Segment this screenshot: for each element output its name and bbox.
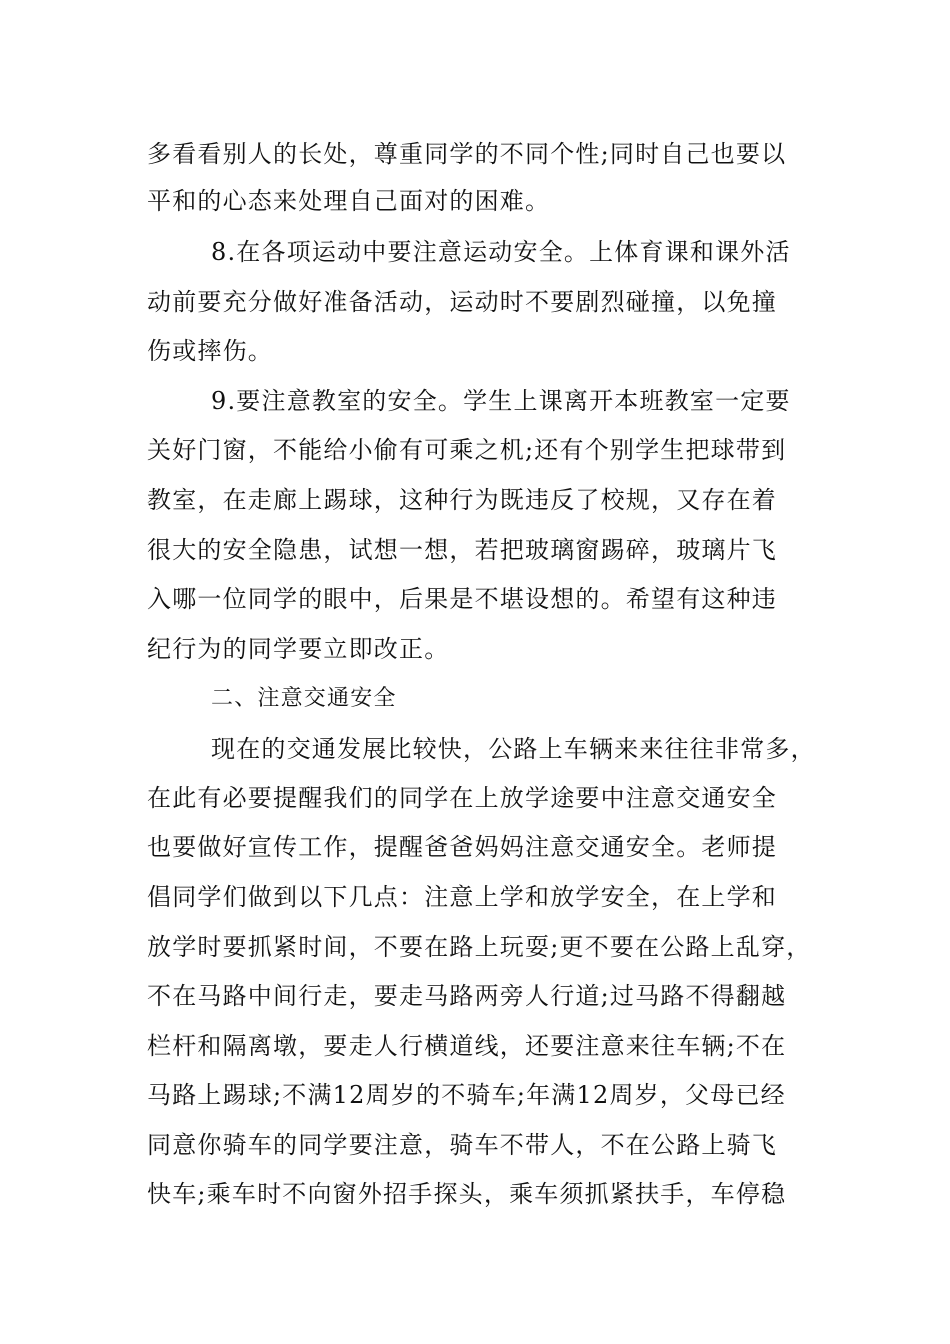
text-line: 伤或摔伤。 bbox=[147, 337, 273, 365]
text-line: 不在马路中间行走，要走马路两旁人行道;过马路不得翻越 bbox=[147, 982, 787, 1010]
text-line: 教室，在走廊上踢球，这种行为既违反了校规，又存在着 bbox=[147, 486, 777, 514]
text-line: 纪行为的同学要立即改正。 bbox=[147, 635, 450, 663]
paragraph-9-start: 9.要注意教室的安全。学生上课离开本班教室一定要 bbox=[211, 387, 791, 415]
text-line: 关好门窗，不能给小偷有可乘之机;还有个别学生把球带到 bbox=[147, 436, 787, 464]
text-line: 栏杆和隔离墩，要走人行横道线，还要注意来往车辆;不在 bbox=[147, 1032, 787, 1060]
section-heading: 二、注意交通安全 bbox=[211, 686, 397, 711]
text-line: 在此有必要提醒我们的同学在上放学途要中注意交通安全 bbox=[147, 784, 777, 812]
text-line: 快车;乘车时不向窗外招手探头，乘车须抓紧扶手，车停稳 bbox=[147, 1180, 787, 1208]
text-line: 动前要充分做好准备活动，运动时不要剧烈碰撞，以免撞 bbox=[147, 288, 777, 316]
text-line: 也要做好宣传工作，提醒爸爸妈妈注意交通安全。老师提 bbox=[147, 833, 777, 861]
text-line: 放学时要抓紧时间，不要在路上玩耍;更不要在公路上乱穿， bbox=[147, 933, 812, 961]
text-line: 很大的安全隐患，试想一想，若把玻璃窗踢碎，玻璃片飞 bbox=[147, 536, 777, 564]
paragraph-8-start: 8.在各项运动中要注意运动安全。上体育课和课外活 bbox=[211, 238, 791, 266]
text-line: 倡同学们做到以下几点：注意上学和放学安全，在上学和 bbox=[147, 883, 777, 911]
text-line: 多看看别人的长处，尊重同学的不同个性;同时自己也要以 bbox=[147, 140, 787, 168]
paragraph-traffic-start: 现在的交通发展比较快，公路上车辆来来往往非常多， bbox=[211, 735, 816, 763]
text-line: 马路上踢球;不满12周岁的不骑车;年满12周岁，父母已经 bbox=[147, 1081, 786, 1109]
text-line: 平和的心态来处理自己面对的困难。 bbox=[147, 187, 551, 215]
text-line: 入哪一位同学的眼中，后果是不堪设想的。希望有这种违 bbox=[147, 585, 777, 613]
text-line: 同意你骑车的同学要注意，骑车不带人，不在公路上骑飞 bbox=[147, 1131, 777, 1159]
